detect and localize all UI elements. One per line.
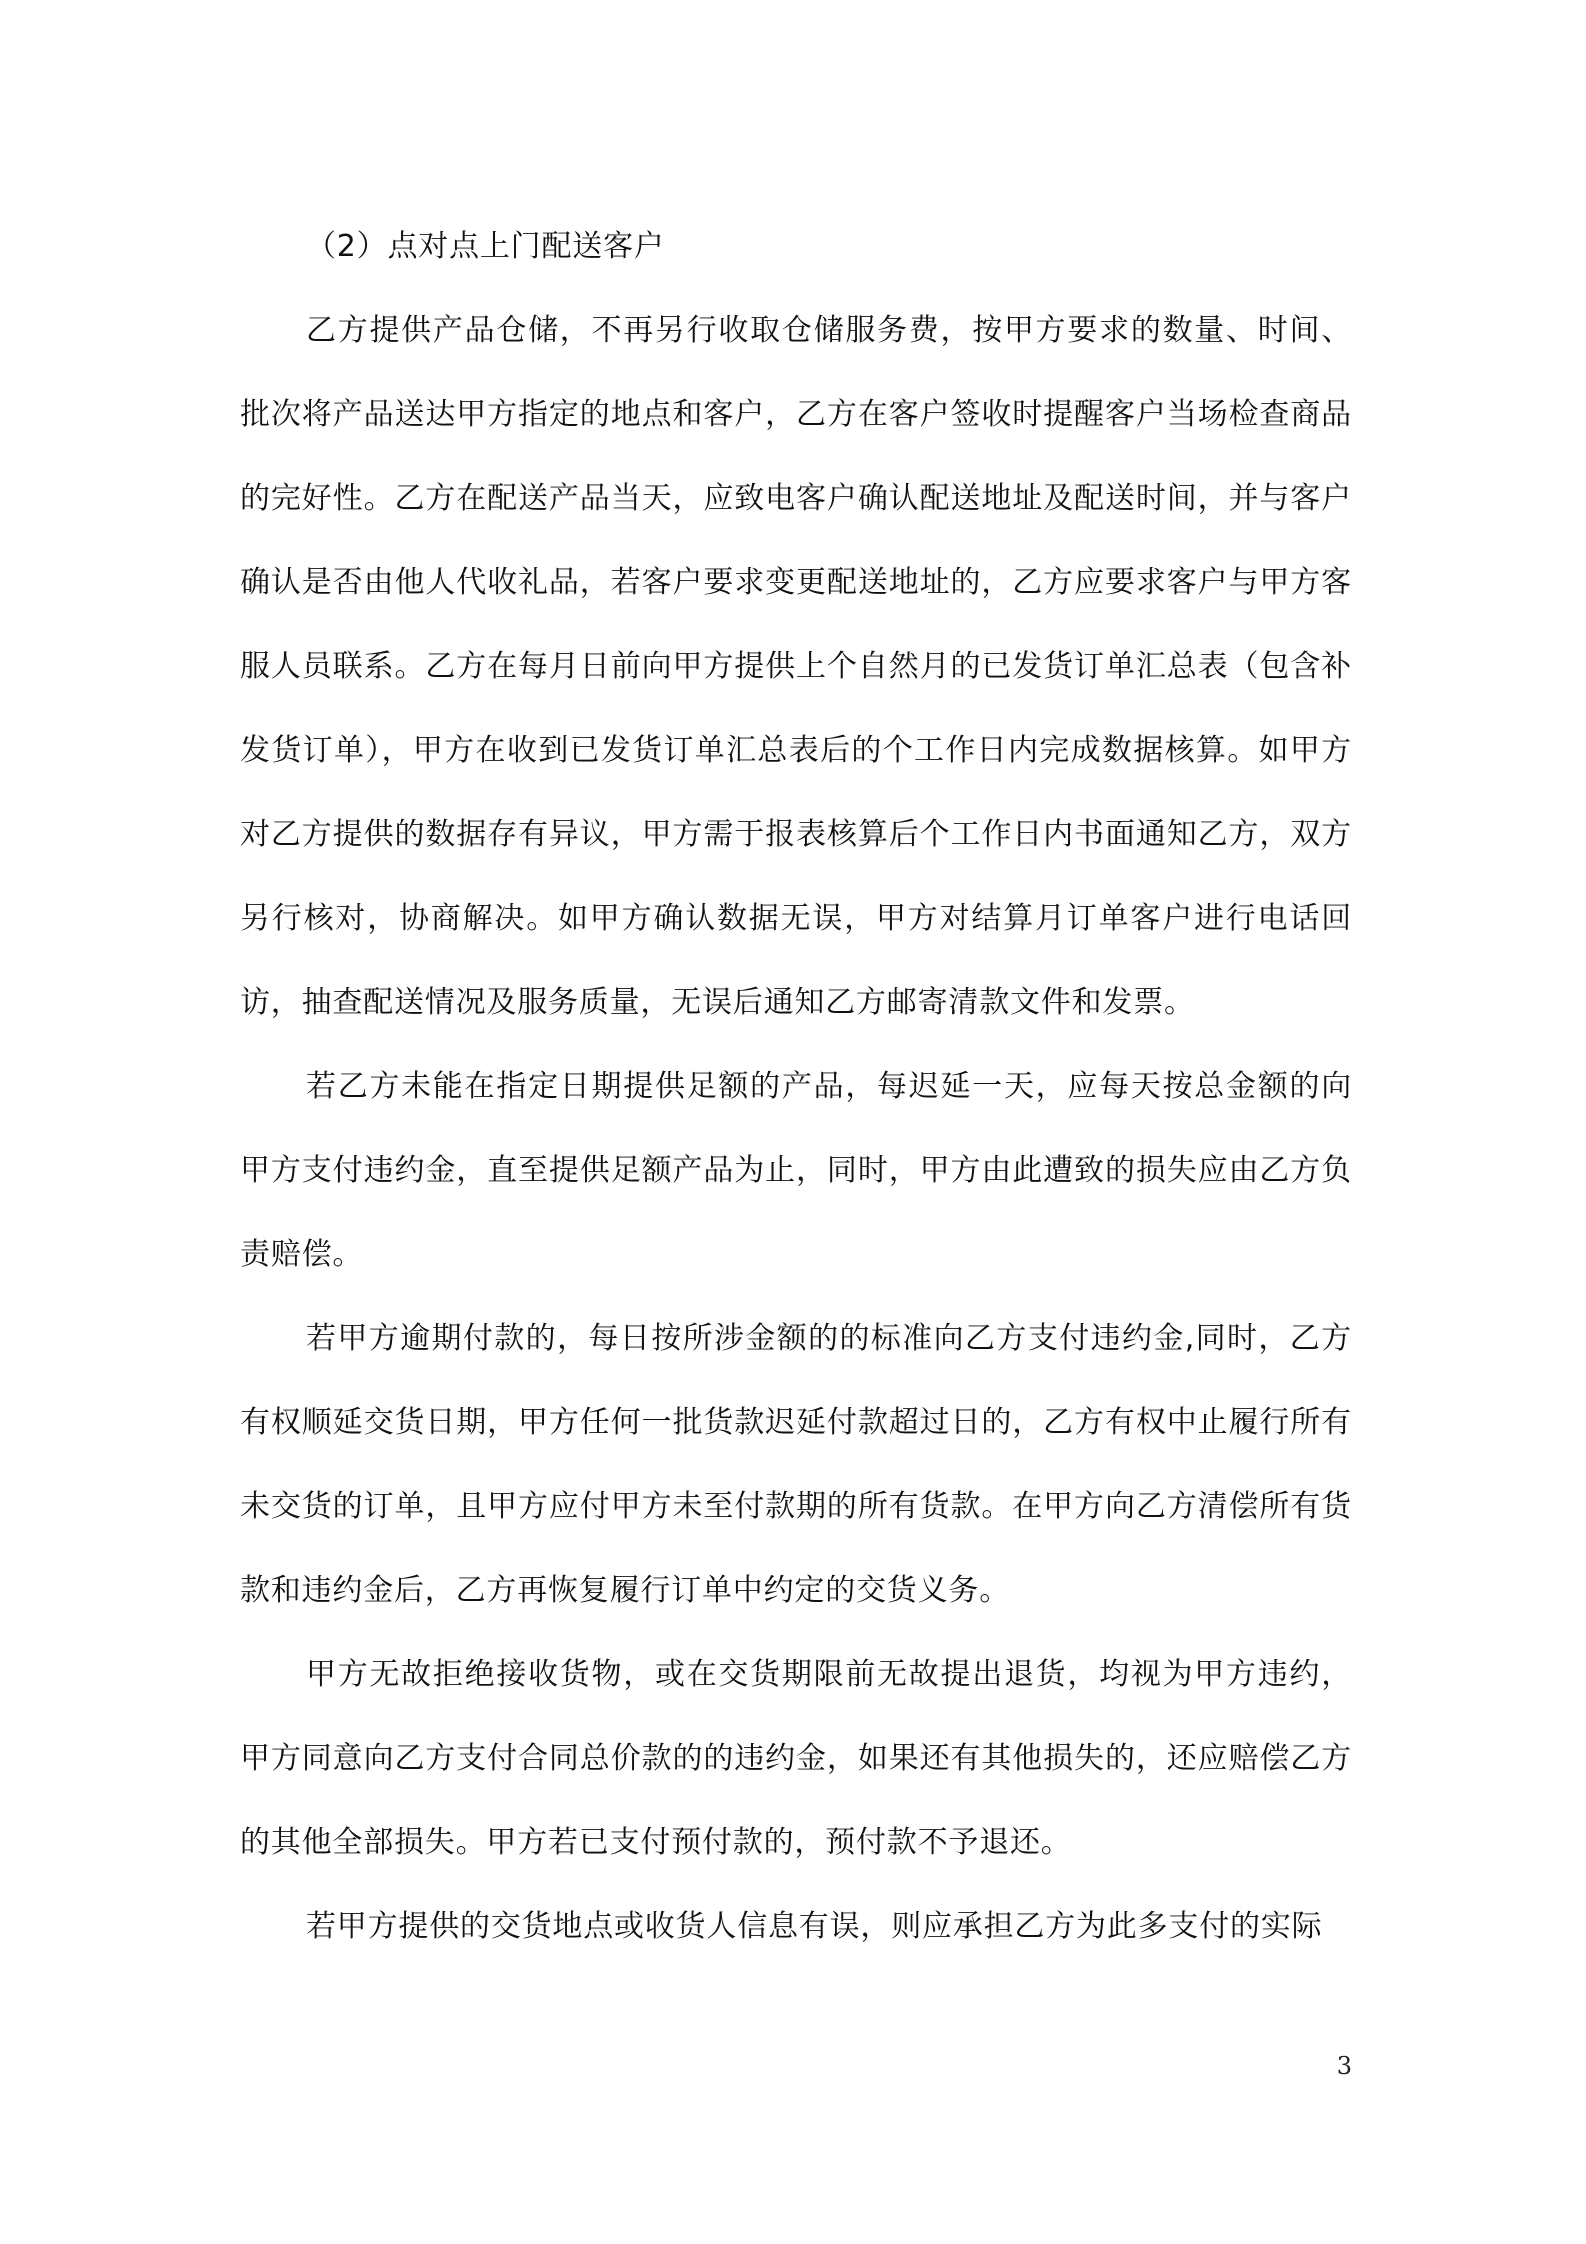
paragraph-heading-point-delivery: （2）点对点上门配送客户 [306,229,665,264]
page-number: 3 [1336,2052,1352,2080]
paragraph-late-payment-penalty: 若甲方逾期付款的，每日按所涉金额的的标准向乙方支付违约金,同时，乙方有权顺延交货日期，甲方任何一批货款迟延付款超过日的，乙方有权中止履行所有未交货的订单，且甲方应付甲方未至付款期的所有货款。在甲方向乙方清偿所有货款和违约金后，乙方再恢复履行订单中约定的交货义务。 [240,1321,1352,1608]
paragraph-refusal-penalty: 甲方无故拒绝接收货物，或在交货期限前无故提出退货，均视为甲方违约，甲方同意向乙方支付合同总价款的的违约金，如果还有其他损失的，还应赔偿乙方的其他全部损失。甲方若已支付预付款的，预付款不予退还。 [240,1657,1352,1860]
document-body [240,205,1352,1969]
paragraph-delivery-terms: 乙方提供产品仓储，不再另行收取仓储服务费，按甲方要求的数量、时间、批次将产品送达甲方指定的地点和客户，乙方在客户签收时提醒客户当场检查商品的完好性。乙方在配送产品当天，应致电客户确认配送地址及配送时间，并与客户确认是否由他人代收礼品，若客户要求变更配送地址的，乙方应要求客户与甲方客服人员联系。乙方在每月日前向甲方提供上个自然月的已发货订单汇总表（包含补发货订单），甲方在收到已发货订单汇总表后的个工作日内完成数据核算。如甲方对乙方提供的数据存有异议，甲方需于报表核算后个工作日内书面通知乙方，双方另行核对，协商解决。如甲方确认数据无误，甲方对结算月订单客户进行电话回访，抽查配送情况及服务质量，无误后通知乙方邮寄清款文件和发票。 [240,313,1352,1020]
paragraph-supplier-delay-penalty: 若乙方未能在指定日期提供足额的产品，每迟延一天，应每天按总金额的向甲方支付违约金，直至提供足额产品为止，同时，甲方由此遭致的损失应由乙方负责赔偿。 [240,1069,1352,1272]
paragraph-wrong-address-liability: 若甲方提供的交货地点或收货人信息有误，则应承担乙方为此多支付的实际 [306,1909,1323,1944]
